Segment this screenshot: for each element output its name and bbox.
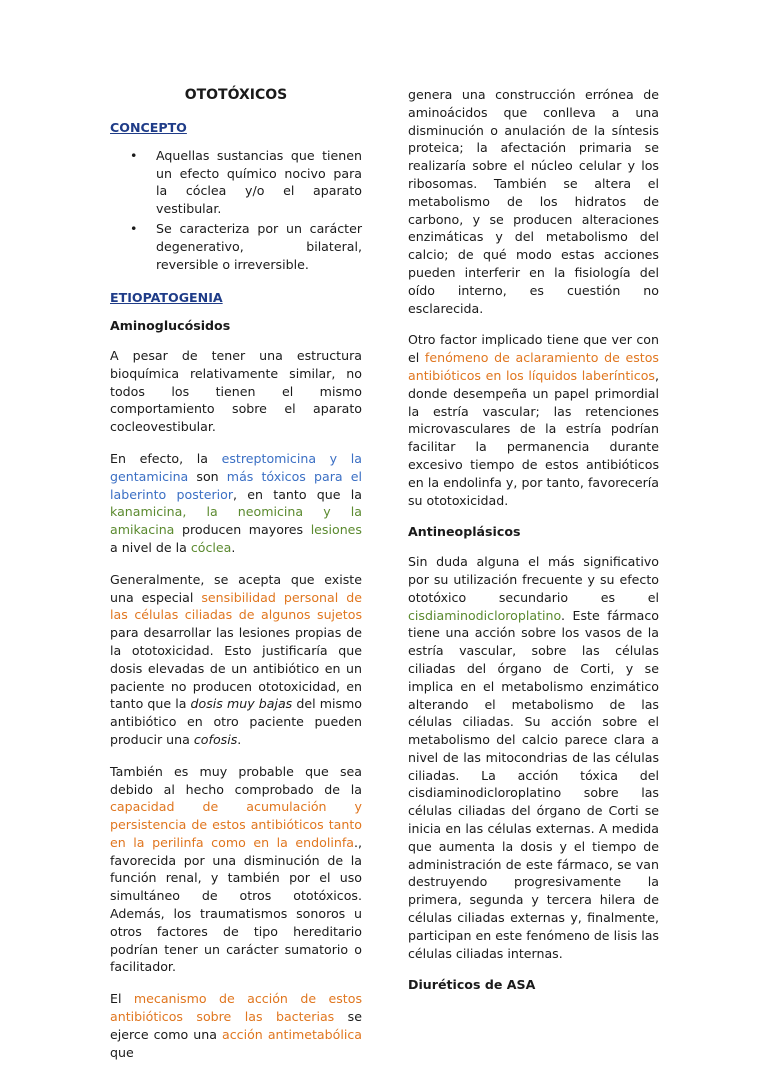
concepto-list [110,147,362,274]
list-item: • Aquellas sustancias que tienen un efecto químico nocivo para la cóclea y/o el aparato vestibular. [130,147,362,217]
concepto-heading: CONCEPTO [110,120,187,135]
antineoplasicos-subheading: Antineoplásicos [408,524,521,540]
etiopatogenia-heading: ETIOPATOGENIA [110,290,223,306]
bullet-icon: • [130,220,138,236]
diureticos-subheading: Diuréticos de ASA [408,977,536,993]
aminoglucosidos-subheading: Aminoglucósidos [110,318,231,334]
paragraph: El mecanismo de acción de estos antibióticos sobre las bacterias se ejerce como una acción antimetabólica que [110,991,363,1060]
paragraph: Sin duda alguna el más significativo por su utilización frecuente y su efecto ototóxico secundario es el cisdiaminodicloroplatino. Este fármaco tiene una acción sobre los vasos de la estría vascular, sobre las células ciliadas del órgano de Corti, y se implica en el metabolismo enzimático alterando el metabolismo de las células ciliadas. Su acción sobre el metabolismo del calcio parece clara a nivel de las mitocondrias de las células ciliadas. La acción tóxica del cisdiaminodicloroplatino sobre las células ciliadas del órgano de Corti se inicia en las células externas. A medida que aumenta la dosis y el tiempo de administración de este fármaco, se van destruyendo progresivamente la primera, segunda y tercera hilera de células ciliadas externas y, finalmente, participan en este fenómeno de lisis las células ciliadas internas. [408,554,659,961]
paragraph: genera una construcción errónea de aminoácidos que conlleva a una disminución o anulación de la síntesis proteica; la afectación primaria se realizaría sobre el núcleo celular y los ribosomas. También se altera el metabolismo de los hidratos de carbono, y se producen alteraciones enzimáticas y del metabolismo del calcio; de qué modo estas acciones pueden interferir en la fisiología del oído interno, es cuestión no esclarecida. [408,87,659,316]
right-column [408,86,659,1006]
paragraph: Otro factor implicado tiene que ver con el fenómeno de aclaramiento de estos antibióticos en los líquidos laberínticos, donde desempeña un papel primordial la estría vascular; las retenciones microvasculares de la estría podrían facilitar la permanencia durante excesivo tiempo de estos antibióticos en la endolinfa y, por tanto, favorecería su ototoxicidad. [408,332,659,508]
paragraph: También es muy probable que sea debido al hecho comprobado de la capacidad de acumulación y persistencia de estos antibióticos tanto en la perilinfa como en la endolinfa., favorecida por una disminución de la función renal, y también por el uso simultáneo de otros ototóxicos. Además, los traumatismos sonoros u otros factores de tipo hereditario podrían tener un carácter sumatorio o facilitador. [110,763,362,975]
paragraph: A pesar de tener una estructura bioquímica relativamente similar, no todos los tienen el mismo comportamiento sobre el aparato cocleovestibular. [110,347,362,435]
list-item: • Se caracteriza por un carácter degenerativo, bilateral, reversible o irreversible. [130,220,362,272]
page-title: OTOTÓXICOS [184,87,288,103]
bullet-icon: • [130,147,138,163]
paragraph: En efecto, la estreptomicina y la gentamicina son más tóxicos para el laberinto posterior, en tanto que la kanamicina, la neomicina y la amikacina producen mayores lesiones a nivel de la cóclea. [110,450,362,555]
left-column [110,119,362,1075]
paragraph: Generalmente, se acepta que existe una especial sensibilidad personal de las células ciliadas de algunos sujetos para desarrollar las lesiones propias de la ototoxicidad. Esto justificaría que dosis elevadas de un antibiótico en un paciente no producen ototoxicidad, en tanto que la dosis muy bajas del mismo antibiótico en otro paciente pueden producir una cofosis. [110,571,362,747]
